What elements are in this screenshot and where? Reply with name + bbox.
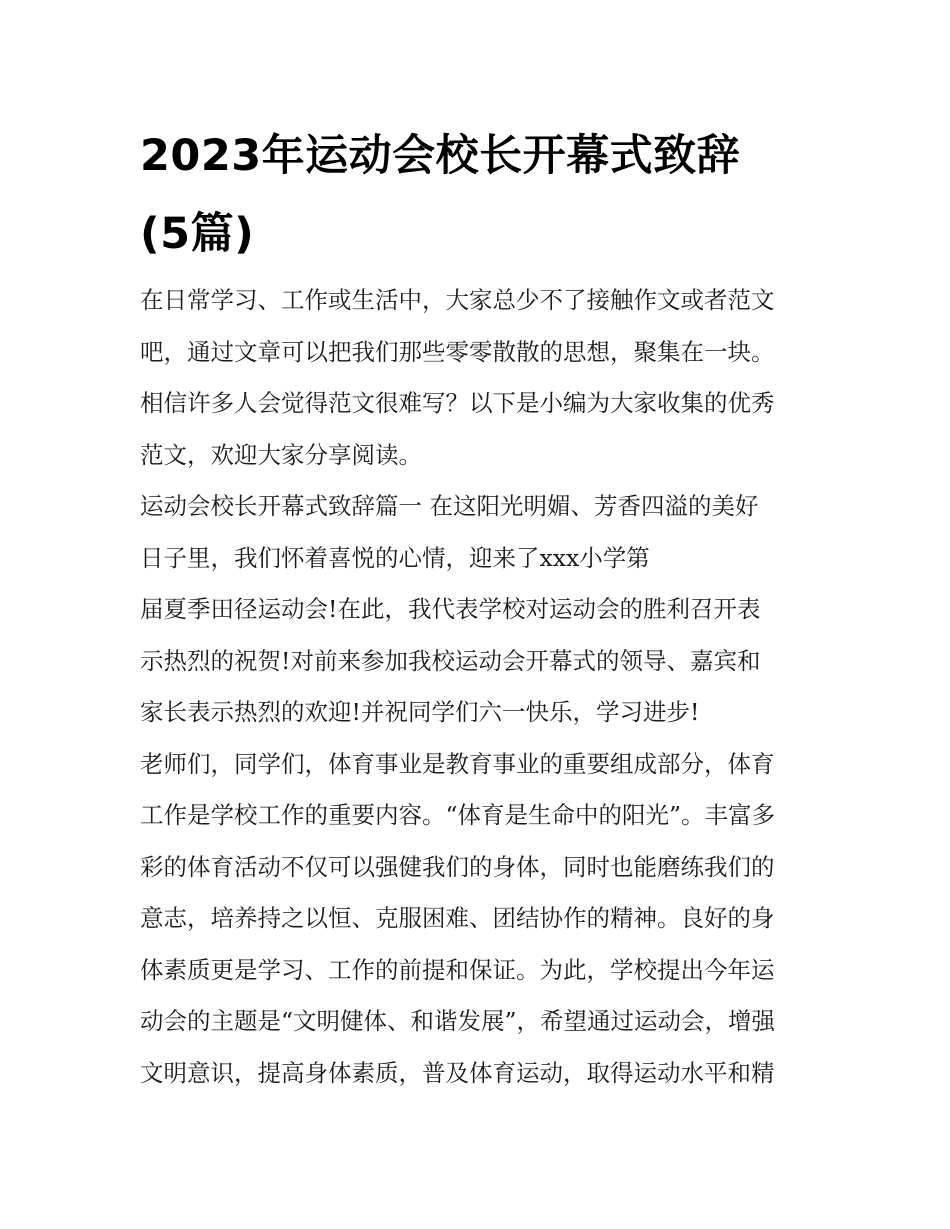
body-line: 体素质更是学习、工作的前提和保证。为此，学校提出今年运 (140, 955, 775, 984)
body-line: 家长表示热烈的欢迎!并祝同学们六一快乐，学习进步! (140, 698, 700, 726)
title-line: 2023年运动会校长开幕式致辞 (140, 131, 741, 181)
body-line: 工作是学校工作的重要内容。“体育是生命中的阳光”。丰富多 (140, 801, 776, 829)
body-line: 意志，培养持之以恒、克服困难、团结协作的精神。良好的身 (140, 904, 775, 932)
body-line: 相信许多人会觉得范文很难写？以下是小编为大家收集的优秀 (140, 389, 775, 417)
body-line: 届夏季田径运动会!在此，我代表学校对运动会的胜利召开表 (140, 595, 761, 623)
body-line: 动会的主题是“文明健体、和谐发展”，希望通过运动会，增强 (140, 1007, 776, 1035)
body-line: 彩的体育活动不仅可以强健我们的身体，同时也能磨练我们的 (140, 852, 775, 881)
document-body (140, 275, 820, 1099)
body-line: 范文，欢迎大家分享阅读。 (140, 440, 422, 469)
body-line: 老师们，同学们，体育事业是教育事业的重要组成部分，体育 (140, 749, 775, 778)
document-page (140, 0, 820, 1099)
body-line: 示热烈的祝贺!对前来参加我校运动会开幕式的领导、嘉宾和 (140, 646, 761, 675)
body-line: 运动会校长开幕式致辞篇一 在这阳光明媚、芳香四溢的美好 (140, 492, 759, 520)
body-line: 吧，通过文章可以把我们那些零零散散的思想，聚集在一块。 (140, 337, 775, 366)
body-line: 日子里，我们怀着喜悦的心情，迎来了xxx小学第 (140, 543, 650, 572)
title-line: (5篇) (140, 209, 255, 259)
body-line: 在日常学习、工作或生活中，大家总少不了接触作文或者范文 (140, 286, 775, 314)
body-line: 文明意识，提高身体素质，普及体育运动，取得运动水平和精 (140, 1058, 775, 1087)
document-title (140, 0, 820, 273)
